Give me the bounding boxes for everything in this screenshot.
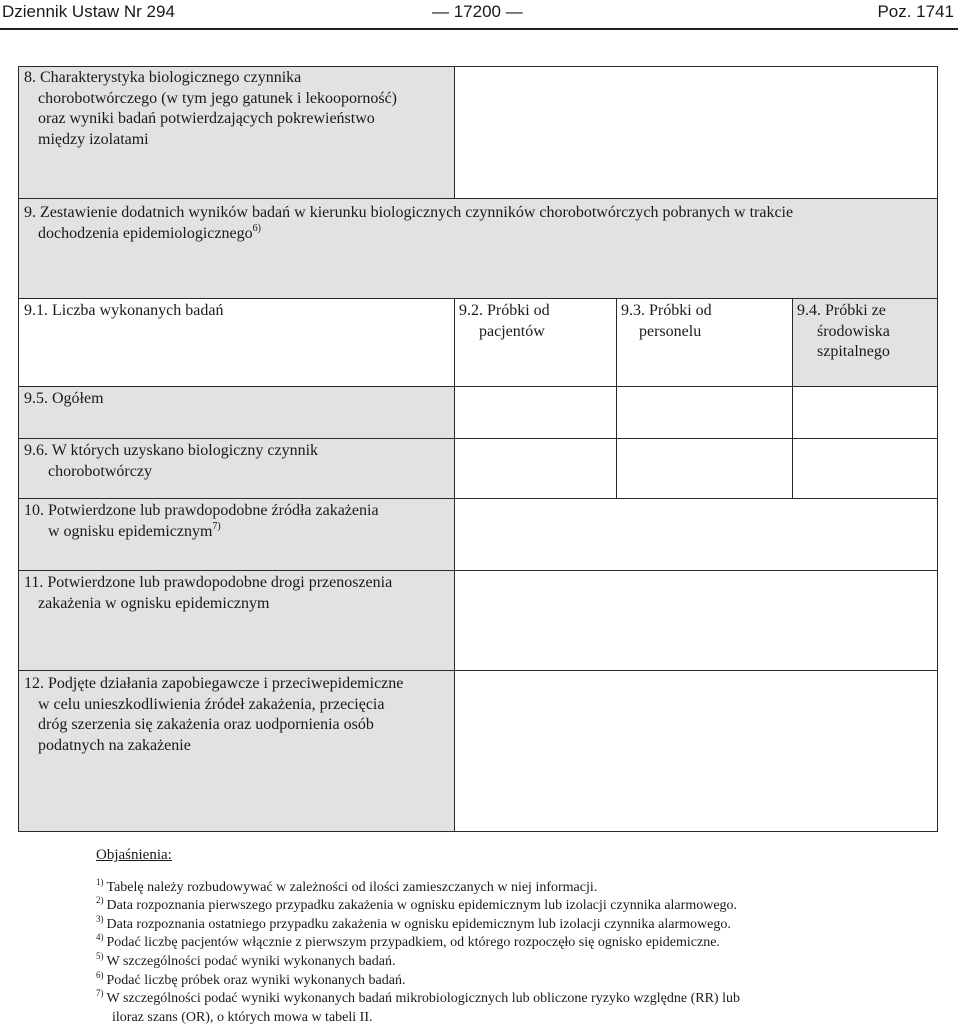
label-8 bbox=[19, 67, 455, 199]
note-text: Podać liczbę próbek oraz wyniki wykonanych badań. bbox=[106, 972, 406, 988]
label-9-1 bbox=[19, 299, 455, 387]
s11-a: 11. Potwierdzone lub prawdopodobne drogi przenoszenia bbox=[24, 574, 393, 591]
page-number: — 17200 — bbox=[432, 2, 523, 21]
note-text: W szczególności podać wyniki wykonanych badań. bbox=[106, 953, 396, 969]
s10-b-wrap bbox=[24, 522, 379, 543]
note-num: 6) bbox=[96, 969, 104, 980]
note-num: 1) bbox=[96, 876, 104, 887]
label-9-4 bbox=[793, 299, 937, 387]
s12-line: 12. Podjęte działania zapobiegawcze i przeciwepidemiczne bbox=[24, 675, 404, 692]
note-num: 5) bbox=[96, 950, 104, 961]
note-item bbox=[96, 990, 740, 1009]
s12-line: w celu unieszkodliwienia źródeł zakażenia, przecięcia bbox=[38, 695, 385, 713]
explanations bbox=[96, 846, 740, 1027]
note-item bbox=[96, 913, 740, 935]
s9-4-a: 9.4. Próbki ze bbox=[797, 302, 886, 319]
s9-5-text: 9.5. Ogółem bbox=[24, 390, 104, 407]
note-item bbox=[96, 897, 740, 916]
note-text: W szczególności podać wyniki wykonanych badań mikrobiologicznych lub obliczone ryzyko względne (RR) lub bbox=[106, 991, 740, 1007]
s9-line2-wrap bbox=[24, 224, 793, 245]
note-item bbox=[96, 876, 740, 898]
note-text: Tabelę należy rozbudowywać w zależności od ilości zamieszczanych w niej informacji. bbox=[106, 879, 598, 895]
input-9-5-env[interactable] bbox=[793, 387, 937, 439]
s9-1-text: 9.1. Liczba wykonanych badań bbox=[24, 302, 224, 319]
s9-2-b: pacjentów bbox=[479, 322, 545, 340]
input-12[interactable] bbox=[455, 671, 937, 831]
note-text: Podać liczbę pacjentów włącznie z pierwszym przypadkiem, od którego rozpoczęło się ognisko epidemiczne. bbox=[106, 935, 720, 951]
note-num: 7) bbox=[96, 988, 104, 999]
s8-line: 8. Charakterystyka biologicznego czynnika bbox=[24, 69, 302, 86]
s8-line: między izolatami bbox=[38, 130, 149, 148]
input-9-5-staff[interactable] bbox=[617, 387, 793, 439]
input-9-6-patients[interactable] bbox=[455, 439, 617, 499]
s9-4-b: środowiska bbox=[817, 322, 890, 340]
label-9-3 bbox=[617, 299, 793, 387]
s9-2-a: 9.2. Próbki od bbox=[459, 302, 550, 319]
input-9-6-staff[interactable] bbox=[617, 439, 793, 499]
journal-title: Dziennik Ustaw Nr 294 bbox=[2, 2, 175, 21]
page-header bbox=[0, 0, 958, 30]
footnote-ref: 7) bbox=[212, 520, 221, 532]
s9-4-c: szpitalnego bbox=[817, 343, 890, 360]
input-11[interactable] bbox=[455, 571, 937, 671]
s8-line: chorobotwórczego (w tym jego gatunek i lekooporność) bbox=[38, 89, 398, 107]
note-item bbox=[96, 934, 740, 953]
label-9-6 bbox=[19, 439, 455, 499]
s9-6-a: 9.6. W których uzyskano biologiczny czynnik bbox=[24, 442, 319, 459]
position-number: Poz. 1741 bbox=[877, 2, 954, 21]
label-9-5 bbox=[19, 387, 455, 439]
note-item-cont: iloraz szans (OR), o których mowa w tabeli II. bbox=[112, 1009, 373, 1025]
form-table bbox=[18, 66, 938, 832]
note-num: 3) bbox=[96, 913, 104, 924]
input-9-5-patients[interactable] bbox=[455, 387, 617, 439]
s9-6-b: chorobotwórczy bbox=[48, 462, 152, 480]
s8-line: oraz wyniki badań potwierdzających pokrewieństwo bbox=[38, 110, 375, 127]
s10-b: w ognisku epidemicznym bbox=[48, 522, 213, 540]
s9-line1: 9. Zestawienie dodatnich wyników badań w kierunku biologicznych czynników chorobotwórczych pobranych w trakcie bbox=[24, 204, 794, 221]
note-text: Data rozpoznania pierwszego przypadku zakażenia w ognisku epidemicznym lub izolacji czynnika alarmowego. bbox=[106, 898, 738, 914]
footnote-ref: 6) bbox=[252, 222, 261, 234]
label-11 bbox=[19, 571, 455, 671]
s9-3-a: 9.3. Próbki od bbox=[621, 302, 712, 319]
note-num: 2) bbox=[96, 895, 104, 906]
s9-3-b: personelu bbox=[639, 322, 702, 340]
explanations-title: Objaśnienia: bbox=[96, 847, 172, 863]
label-10 bbox=[19, 499, 455, 571]
input-10[interactable] bbox=[455, 499, 937, 571]
s12-line: dróg szerzenia się zakażenia oraz uodpornienia osób bbox=[38, 716, 374, 733]
s11-b: zakażenia w ognisku epidemicznym bbox=[38, 594, 270, 612]
s12-line: podatnych na zakażenie bbox=[38, 736, 191, 754]
s9-line2: dochodzenia epidemiologicznego bbox=[38, 224, 253, 242]
input-8[interactable] bbox=[455, 67, 937, 199]
note-item bbox=[96, 950, 740, 972]
label-9-2 bbox=[455, 299, 617, 387]
label-12 bbox=[19, 671, 455, 831]
note-item bbox=[96, 969, 740, 991]
s10-a: 10. Potwierdzone lub prawdopodobne źródła zakażenia bbox=[24, 502, 379, 519]
label-9 bbox=[19, 199, 937, 299]
note-text: Data rozpoznania ostatniego przypadku zakażenia w ognisku epidemicznym lub izolacji czynnika alarmowego. bbox=[106, 916, 731, 932]
input-9-6-env[interactable] bbox=[793, 439, 937, 499]
note-num: 4) bbox=[96, 932, 104, 943]
